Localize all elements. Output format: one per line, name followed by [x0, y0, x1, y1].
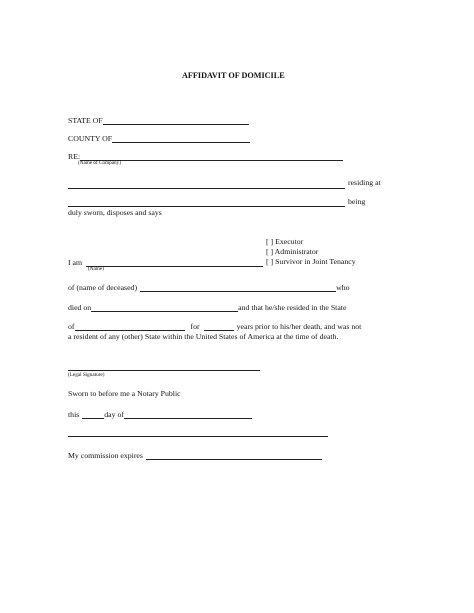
name-caption: (Name) — [88, 266, 104, 272]
notary-date-row — [68, 410, 252, 419]
commission-date-field[interactable] — [146, 451, 322, 460]
who-label: who — [336, 283, 350, 293]
died-on-label: died on — [68, 303, 92, 313]
re-label: RE: — [68, 152, 81, 162]
years-field[interactable] — [204, 322, 234, 331]
died-on-row — [68, 303, 346, 312]
residing-field[interactable] — [68, 188, 345, 189]
commission-row — [68, 451, 322, 460]
county-field[interactable] — [112, 134, 250, 143]
role-survivor-checkbox[interactable]: [ ] Survivor in Joint Tenancy — [266, 257, 356, 266]
commission-expires-label: My commission expires — [68, 451, 143, 461]
signature-line[interactable] — [68, 370, 260, 371]
of-label: of — [68, 322, 75, 332]
resided-state-text: and that he/she resided in the State — [238, 303, 347, 313]
sworn-before-text: Sworn to before me a Notary Public — [68, 389, 181, 398]
notary-day-field[interactable] — [82, 410, 104, 419]
death-date-field[interactable] — [91, 303, 238, 312]
residence-duration-row — [68, 322, 361, 331]
document-title: AFFIDAVIT OF DOMICILE — [182, 71, 285, 80]
state-field[interactable] — [103, 116, 249, 125]
years-prior-text: years prior to his/her death, and was not — [236, 322, 362, 332]
residing-at-label: residing at — [348, 178, 381, 187]
state-row — [68, 116, 249, 125]
address-field[interactable] — [68, 206, 345, 207]
county-row — [68, 134, 250, 143]
state-label: STATE OF — [68, 116, 103, 126]
role-executor-checkbox[interactable]: [ ] Executor — [266, 237, 304, 246]
deceased-row — [68, 283, 350, 292]
state-of-residence-field[interactable] — [75, 322, 185, 331]
notary-month-field[interactable] — [124, 410, 252, 419]
county-label: COUNTY OF — [68, 134, 113, 144]
company-caption: (Name of Company) — [78, 160, 121, 166]
notary-signature-line[interactable] — [68, 436, 328, 437]
duly-sworn-text: duly sworn, disposes and says — [68, 208, 162, 217]
signature-caption: (Legal Signature) — [68, 372, 105, 378]
being-label: being — [348, 197, 366, 206]
day-of-label: day of — [104, 410, 124, 420]
of-deceased-label: of (name of deceased) — [68, 283, 138, 293]
this-label: this — [68, 410, 80, 420]
name-field[interactable] — [86, 258, 263, 267]
for-label: for — [190, 322, 200, 332]
i-am-label: I am — [68, 258, 83, 268]
not-resident-text: a resident of any (other) State within the United States of America at the time of death. — [68, 332, 339, 341]
role-administrator-checkbox[interactable]: [ ] Administrator — [266, 247, 319, 256]
deceased-name-field[interactable] — [140, 283, 336, 292]
